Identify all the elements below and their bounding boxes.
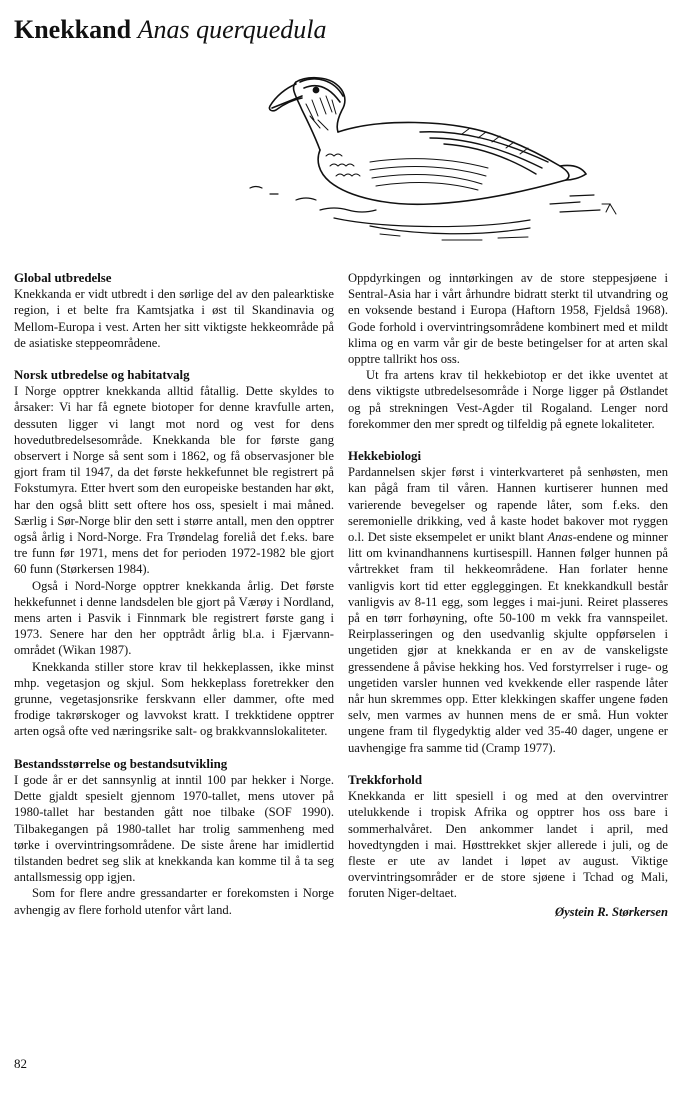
paragraph: Knekkanda stiller store krav til hekkeplassen, ikke minst mhp. vegetasjon og skjul. Som hekkeplass foretrekker den grunne, vegetasjonsrike ferskvann eller dammer, ofte med frodige takrørskoger og lavvokst kratt. I trekktidene opptrer arten også ofte ved næringsrike salt- og brakkvannslokaliteter. — [14, 659, 334, 739]
paragraph: Knekkanda er litt spesiell i og med at den overvintrer utelukkende i tropisk Afrika og opptrer hos oss bare i sommerhalvåret. Den ankommer landet i april, med hovedtyngden i mai. Høsttrekket skjer allerede i juli, og de fleste er ute av landet i løpet av august. Viktige overvintringsområder er de store sjøene i Tchad og Mali, foruten Niger-deltaet. — [348, 789, 668, 901]
heading-norwegian-distribution: Norsk utbredelse og habitatvalg — [14, 368, 190, 383]
paragraph: I Norge opptrer knekkanda alltid fåtallig. Dette skyldes to årsaker: Vi har få egnete biotoper for denne kravfulle arten, dessuten ligger vi langt mot nord og vest for dens hovedutbredelsesområde. Knekkanda ble for første gang observert i Norge så sent som i 1862, og få observasjoner ble gjort fram til 1947, da det første hekkefunnet ble registrert på Fokstumyra. Etter hvert som den europeiske bestanden har økt, har den også blitt sett oftere hos oss, spesielt i mai måned. Særlig i Sør-Norge blir den sett i større antall, men den opptrer også årlig i Nord-Norge. Fra Trøndelag foreliå det f.eks. bare tre funn før 1971, mens det for perioden 1972-1982 ble gjort 60 funn (Størkersen 1984). — [14, 384, 334, 577]
paragraph: Som for flere andre gressandarter er forekomsten i Norge avhengig av flere forhold utenfor vårt land. — [14, 886, 334, 917]
paragraph-text: Pardannelsen skjer først i vinterkvarteret på senhøsten, men kan pågå fram til våren. Hannen kurtiserer hunnen med varierende bevegelser og rapende låter, som f.eks. den seremonielle drikking, ved å kaste hodet bakover mot ryggen o.l. Det siste eksempelet er unikt blant — [348, 465, 668, 545]
paragraph — [348, 464, 668, 756]
heading-breeding-biology: Hekkebiologi — [348, 449, 422, 464]
paragraph: I gode år er det sannsynlig at inntil 100 par hekker i Norge. Dette gjaldt spesielt gjennom 1970-tallet, mens utover på 1980-tallet har bestanden gått noe tilbake (SOF 1990). Tilbakegangen på 1980-tallet har trolig sammenheng med tørke i overvintringsområdene. De siste årene har imidlertid tilstanden bedret seg slik at knekkanda kan komme til å ta seg antallsmessig opp igjen. — [14, 772, 334, 885]
right-column — [348, 270, 668, 920]
scientific-name: Anas querquedula — [137, 15, 327, 44]
page-number: 82 — [14, 1056, 27, 1071]
heading-population: Bestandsstørrelse og bestandsutvikling — [14, 756, 228, 771]
author-signature: Øystein R. Størkersen — [554, 904, 668, 919]
left-column — [14, 270, 334, 918]
page-title — [14, 14, 327, 46]
heading-global-distribution: Global utbredelse — [14, 271, 112, 285]
paragraph: Knekkanda er vidt utbredt i den sørlige del av den palearktiske region, i et belte fra Kamtsjatka i øst til Skandinavia og Mellom-Europa i vest. Arten her sitt viktigste hekkeområde på de asiatiske steppeområdene. — [14, 287, 334, 350]
heading-migration: Trekkforhold — [348, 772, 423, 787]
paragraph: Ut fra artens krav til hekkebiotop er det ikke uventet at dens viktigste utbredelsesområde i Norge ligger på Østlandet og på strekningen Vest-Agder til Rogaland. Lenger nord forekommer den mer spredt og tilfeldig på egnete lokaliteter. — [348, 368, 668, 431]
garganey-duck-drawing-icon — [230, 70, 660, 250]
paragraph: Oppdyrkingen og inntørkingen av de store steppesjøene i Sentral-Asia har i vårt århundre bidratt sterkt til utvandring og en voksende bestand i Europa (Haftorn 1958, Fjeldså 1968). Gode forhold i overvintringsområdene kombinert med et mildt klima og en varm vår gir de beste betingelser for at arten skal opptre tallrikt hos oss. — [348, 271, 668, 367]
genus-name: Anas — [547, 530, 573, 545]
paragraph: Også i Nord-Norge opptrer knekkanda årlig. Det første hekkefunnet i denne landsdelen ble gjort på Værøy i Nordland, mens arten i Pasvik i Finnmark ble registrert første gang i 1973. Senere har den her opptrådt årlig bl.a. i Fjærvann-området (Wikan 1987). — [14, 578, 334, 658]
species-name: Knekkand — [14, 15, 132, 44]
paragraph-text: -endene og minner litt om kvinandhannens kurtisespill. Hannen følger hunnen på vårtrekket fram til hekkeområdene. Han forlater henne vanligvis kort tid etter eggleggingen. Et knekkandkull består vanligvis av 8-11 egg, som legges i mai-juni. Reiret plasseres på en tørr forhøyning, ofte 50-100 m vekk fra vannspeilet. Reirplasseringen og den usedvanlig skjulte oppførselen i ungetiden gjør at knekkanda er en av de vanskeligste gressendene å påvise hekking hos. Ved forstyrrelser i ruge- og ungetiden varsler hunnen ved kvekkende eller raspende låter når hun skremmes opp. Etter klekkingen skaffer ungene føden selv, men varmes av hunnen mens de er små. Hun vokter ungene fram til flygedyktig alder ved 35-40 dager, ungene er uavhengige fra samme tid (Cramp 1977). — [348, 530, 668, 755]
